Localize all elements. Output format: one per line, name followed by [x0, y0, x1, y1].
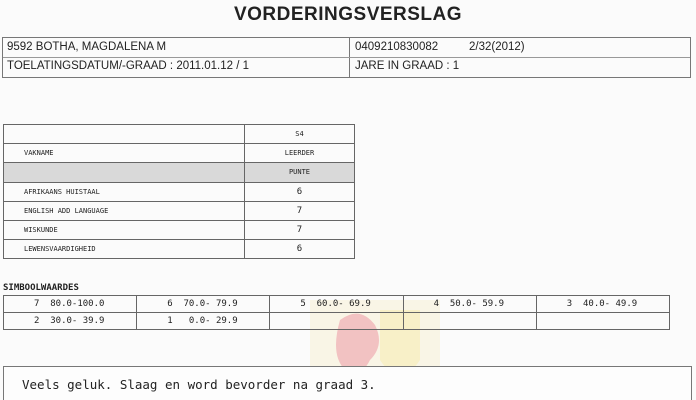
- symbol-range: 4 50.0- 59.9: [403, 296, 536, 313]
- table-row: [4, 296, 670, 313]
- subject-name: AFRIKAANS HUISTAAL: [4, 182, 245, 201]
- class-code: 2/32(2012): [469, 41, 525, 53]
- id-number: 0409210830082: [355, 41, 439, 53]
- symbol-range: [536, 313, 669, 330]
- table-row: [4, 144, 355, 163]
- subject-score: 6: [245, 182, 355, 201]
- symbol-range: 1 0.0- 29.9: [137, 313, 270, 330]
- subject-name: ENGLISH ADD LANGUAGE: [4, 201, 245, 220]
- symbol-range: 3 40.0- 49.9: [536, 296, 669, 313]
- comment-box: [3, 366, 692, 400]
- empty-cell: [4, 125, 245, 144]
- admission-date: TOELATINGSDATUM/-GRAAD : 2011.01.12 / 1: [7, 60, 250, 72]
- teacher-comment: Veels geluk. Slaag en word bevorder na graad 3.: [22, 377, 376, 392]
- symbol-range: 7 80.0-100.0: [4, 296, 137, 313]
- table-row: [4, 125, 355, 144]
- years-in-grade: JARE IN GRAAD : 1: [355, 60, 460, 72]
- subject-score: 7: [245, 220, 355, 239]
- table-row: [4, 220, 355, 239]
- symbol-values-table: [3, 295, 670, 330]
- points-header: PUNTE: [245, 163, 355, 182]
- symbol-range: 2 30.0- 39.9: [4, 313, 137, 330]
- symbol-range: 5 60.0- 69.9: [270, 296, 403, 313]
- table-row: [4, 240, 355, 259]
- table-row: [4, 163, 355, 182]
- subject-score: 6: [245, 240, 355, 259]
- subject-name: WISKUNDE: [4, 220, 245, 239]
- subject-header: VAKNAME: [4, 144, 245, 163]
- empty-cell: [4, 163, 245, 182]
- symbol-range: [403, 313, 536, 330]
- student-id-name: 9592 BOTHA, MAGDALENA M: [7, 41, 167, 53]
- subject-score: 7: [245, 201, 355, 220]
- table-row: [4, 201, 355, 220]
- symbol-range: 6 70.0- 79.9: [137, 296, 270, 313]
- term-label: S4: [245, 125, 355, 144]
- learner-header: LEERDER: [245, 144, 355, 163]
- symbol-values-label: SIMBOOLWAARDES: [3, 283, 79, 293]
- student-info-box: [2, 37, 691, 78]
- subjects-table: [3, 124, 355, 259]
- symbol-range: [270, 313, 403, 330]
- header-divider-horizontal: [3, 57, 690, 58]
- subject-name: LEWENSVAARDIGHEID: [4, 240, 245, 259]
- table-row: [4, 313, 670, 330]
- table-row: [4, 182, 355, 201]
- report-title: VORDERINGSVERSLAG: [233, 4, 463, 25]
